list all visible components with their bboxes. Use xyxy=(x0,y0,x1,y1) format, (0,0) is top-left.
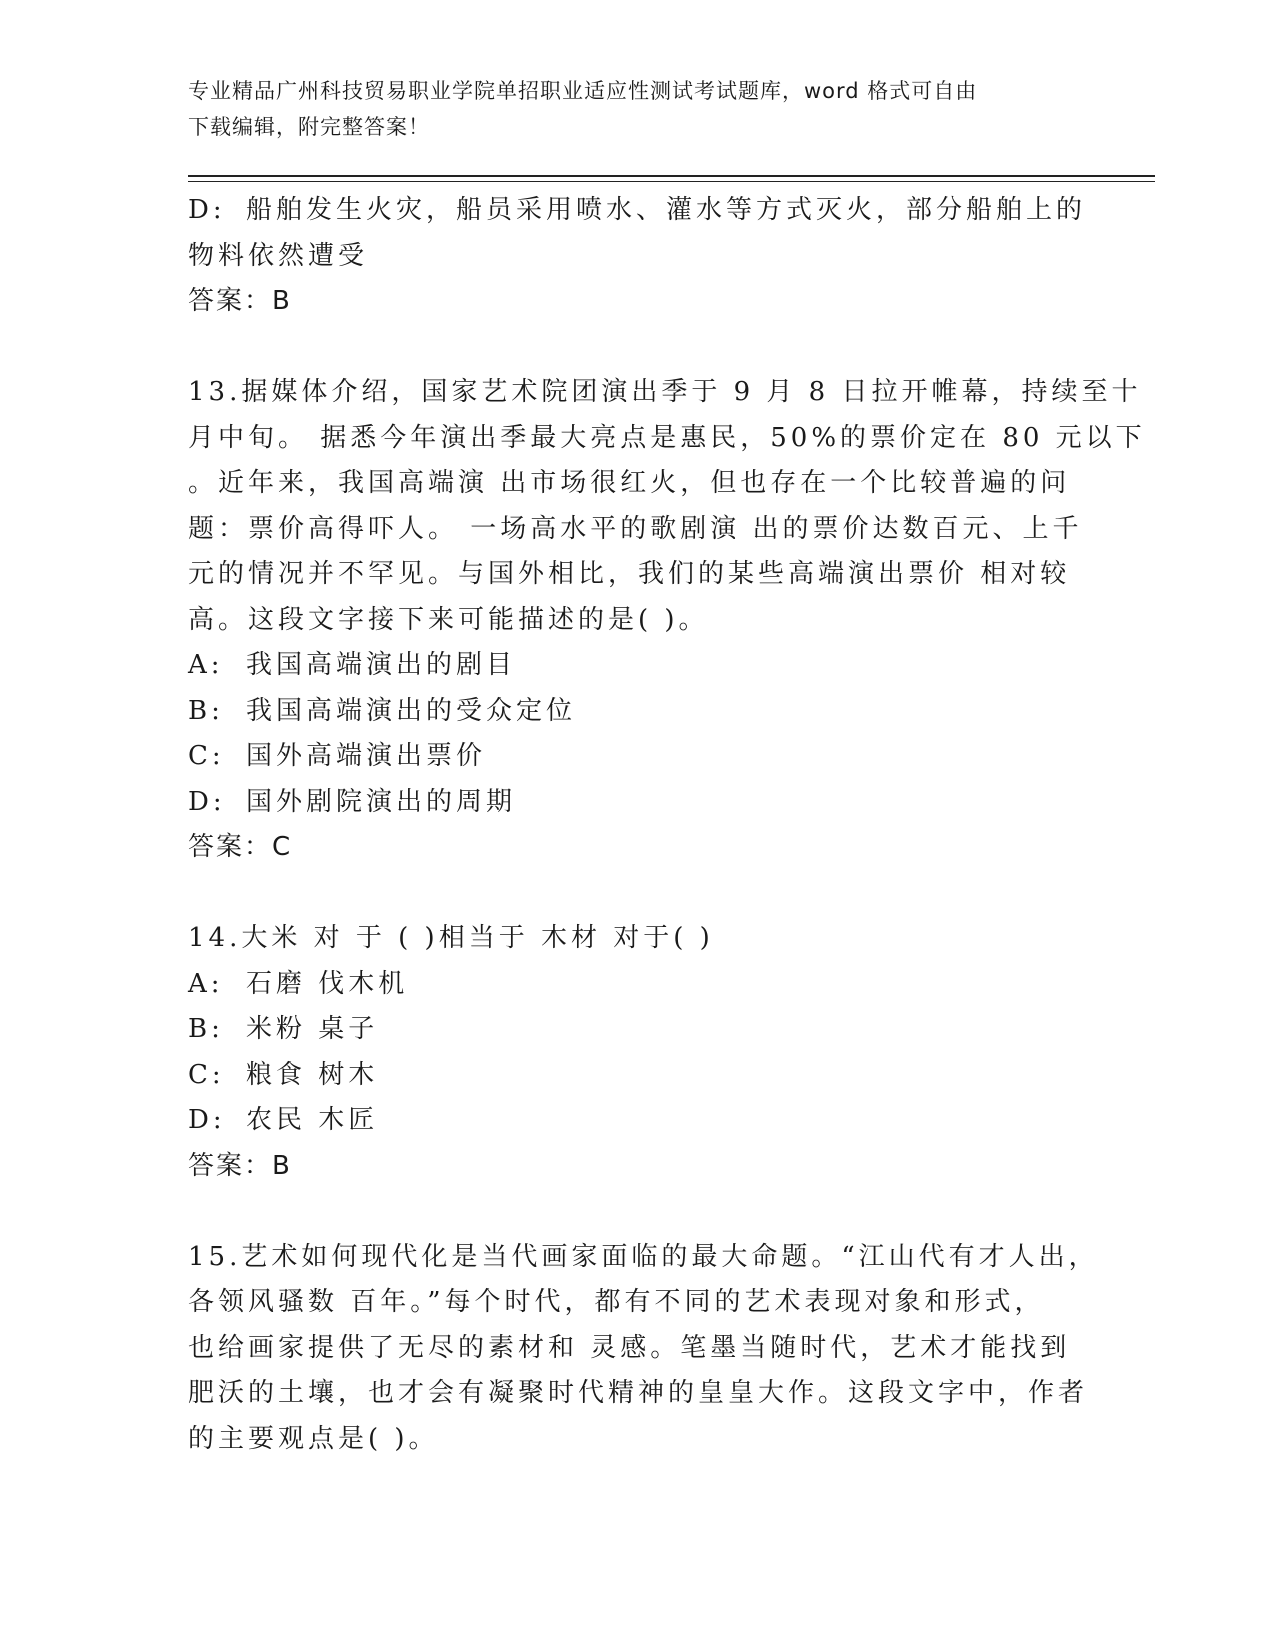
header-line-1: 专业精品广州科技贸易职业学院单招职业适应性测试考试题库，word 格式可自由 xyxy=(188,79,978,103)
answer: 答案：C xyxy=(188,832,293,862)
header-rule-thick xyxy=(188,175,1155,177)
spacer xyxy=(188,1189,1078,1235)
option-text: 农民 木匠 xyxy=(246,1105,379,1135)
question-line: 。近年来，我国高端演 出市场很红火，但也存在一个比较普遍的问 xyxy=(188,468,1071,498)
option-b xyxy=(188,689,1078,735)
question-line: 月中旬。 据悉今年演出季最大亮点是惠民，50%的票价定在 80 元以下 xyxy=(188,422,1146,453)
option-text: 船舶发生火灾，船员采用喷水、灌水等方式灭火，部分船舶上的 xyxy=(246,195,1087,225)
question-line: 题：票价高得吓人。 一场高水平的歌剧演 出的票价达数百元、上千 xyxy=(188,513,1083,544)
spacer xyxy=(188,871,1078,917)
header-rule-thin xyxy=(188,181,1155,182)
option-text: 粮食 树木 xyxy=(246,1059,379,1090)
option-key: B: xyxy=(188,695,224,726)
question-line: 也给画家提供了无尽的素材和 灵感。笔墨当随时代，艺术才能找到 xyxy=(188,1332,1071,1363)
question-14 xyxy=(188,916,1078,1189)
option-text-continuation: 物料依然遭受 xyxy=(188,240,369,271)
option-d xyxy=(188,188,1087,234)
question-line: 元的情况并不罕见。与国外相比，我们的某些高端演出票价 相对较 xyxy=(188,559,1071,589)
question-line: 高。这段文字接下来可能描述的是( )。 xyxy=(188,604,709,635)
option-text: 我国高端演出的剧目 xyxy=(246,650,517,680)
option-d xyxy=(188,780,1078,826)
option-c xyxy=(188,734,1078,780)
question-line: 15.艺术如何现代化是当代画家面临的最大命题。“江山代有才人出， xyxy=(188,1241,1099,1272)
option-text: 我国高端演出的受众定位 xyxy=(246,695,577,726)
question-line: 的主要观点是( )。 xyxy=(188,1423,439,1454)
option-key: A: xyxy=(188,650,224,680)
option-text: 米粉 桌子 xyxy=(246,1014,379,1044)
option-text: 石磨 伐木机 xyxy=(246,968,409,999)
option-key: D: xyxy=(188,195,226,225)
question-line: 14.大米 对 于 ( )相当于 木材 对于( ) xyxy=(188,923,714,953)
option-a xyxy=(188,643,1078,689)
option-a xyxy=(188,962,1078,1008)
question-line: 13.据媒体介绍，国家艺术院团演出季于 9 月 8 日拉开帷幕，持续至十 xyxy=(188,377,1142,407)
question-12-tail xyxy=(188,188,1087,325)
page-header xyxy=(188,73,1088,145)
option-key: A: xyxy=(188,968,224,999)
option-key: B: xyxy=(188,1014,224,1044)
document-body xyxy=(188,188,1146,1462)
question-13 xyxy=(188,370,1146,871)
option-key: C: xyxy=(188,741,225,771)
option-b xyxy=(188,1007,1078,1053)
question-line: 肥沃的土壤，也才会有凝聚时代精神的皇皇大作。这段文字中，作者 xyxy=(188,1378,1089,1408)
option-text: 国外高端演出票价 xyxy=(246,741,487,771)
header-line-2: 下载编辑，附完整答案！ xyxy=(188,115,430,139)
question-line: 各领风骚数 百年。”每个时代，都有不同的艺术表现对象和形式， xyxy=(188,1287,1045,1317)
answer: 答案：B xyxy=(188,1150,292,1181)
answer: 答案：B xyxy=(188,286,292,316)
question-15 xyxy=(188,1235,1099,1463)
option-c xyxy=(188,1053,1078,1099)
option-key: D: xyxy=(188,786,226,817)
option-text: 国外剧院演出的周期 xyxy=(246,786,517,817)
option-d xyxy=(188,1098,1078,1144)
option-key: D: xyxy=(188,1105,226,1135)
option-key: C: xyxy=(188,1059,225,1090)
spacer xyxy=(188,325,1078,371)
